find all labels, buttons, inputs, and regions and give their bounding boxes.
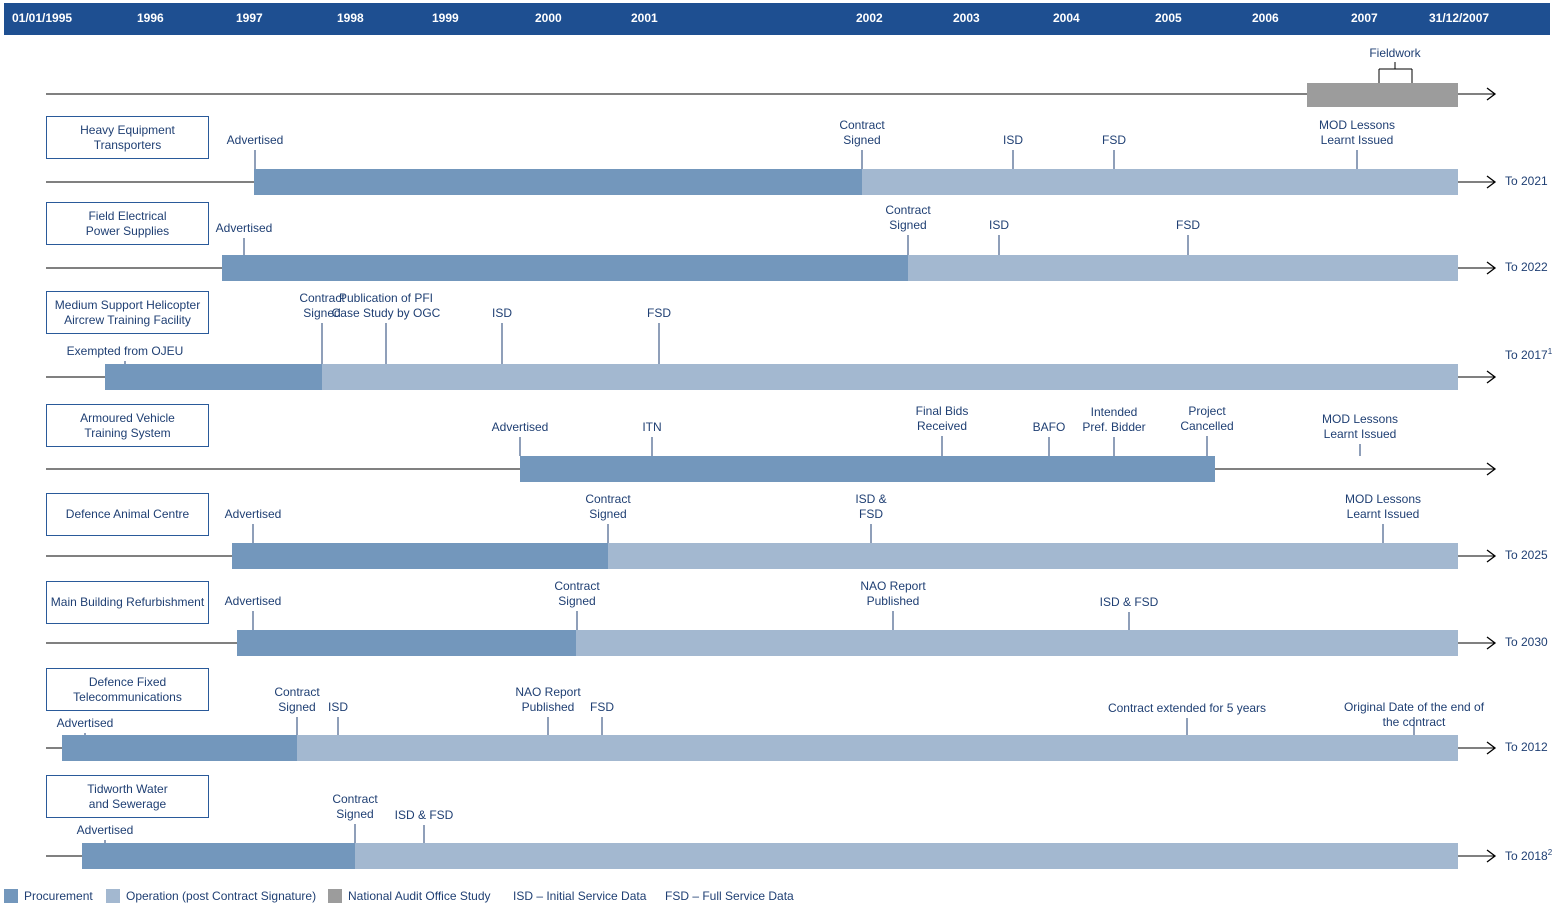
milestone-label: MOD Lessons Learnt Issued: [1321, 412, 1399, 441]
operation-bar: [576, 630, 1458, 656]
procurement-bar: [520, 456, 1215, 482]
legend-isd-label: ISD – Initial Service Data: [513, 889, 647, 903]
nao-study-bar: [1307, 83, 1458, 107]
year-label: 1998: [337, 11, 364, 25]
project-name-box: Heavy Equipment Transporters: [46, 116, 209, 159]
contract-end-label: [1505, 848, 1552, 863]
year-label: 31/12/2007: [1429, 11, 1490, 25]
year-label: 2002: [856, 11, 883, 25]
year-label: 2004: [1053, 11, 1080, 25]
contract-end-label: [1505, 260, 1548, 274]
milestone-label: Advertised: [76, 823, 134, 837]
milestone-label: Contract Signed: [885, 203, 931, 232]
year-label: 1997: [236, 11, 263, 25]
milestone-label: Contract Signed: [299, 291, 345, 320]
project-name-box: Defence Fixed Telecommunications: [46, 668, 209, 711]
operation-bar: [322, 364, 1458, 390]
project-name-box: Field Electrical Power Supplies: [46, 202, 209, 245]
legend-operation: [106, 889, 316, 903]
year-label: 01/01/1995: [12, 11, 73, 25]
contract-end-label: [1505, 174, 1548, 188]
project-name-box: Armoured Vehicle Training System: [46, 404, 209, 447]
year-label: 2006: [1252, 11, 1279, 25]
contract-end-label: [1505, 548, 1548, 562]
milestone-label: Contract Signed: [274, 685, 320, 714]
milestone-label: FSD: [1176, 218, 1200, 232]
year-label: 2003: [953, 11, 980, 25]
year-label: 1999: [432, 11, 459, 25]
milestone-label: NAO Report Published: [515, 685, 581, 714]
milestone-label: Publication of PFI Case Study by OGC: [331, 291, 441, 320]
project-name-box: Medium Support Helicopter Aircrew Training Facility: [46, 291, 209, 334]
milestone-label: Advertised: [224, 594, 282, 608]
milestone-label: ISD & FSD: [1099, 595, 1159, 609]
milestone-label: NAO Report Published: [860, 579, 926, 608]
milestone-label: FSD: [1102, 133, 1126, 147]
legend-procurement-label: Procurement: [24, 889, 93, 903]
milestone-label: Advertised: [56, 716, 114, 730]
year-label: 2005: [1155, 11, 1182, 25]
procurement-bar: [105, 364, 322, 390]
procurement-bar: [62, 735, 297, 761]
legend-nao-label: National Audit Office Study: [348, 889, 491, 903]
milestone-label: Contract Signed: [839, 118, 885, 147]
milestone-label: Advertised: [215, 221, 273, 235]
footnote-marker: 2: [1547, 848, 1553, 857]
milestone-label: FSD: [647, 306, 671, 320]
operation-bar: [355, 843, 1458, 869]
milestone-label: ISD: [327, 700, 349, 714]
milestone-label: BAFO: [1032, 420, 1066, 434]
year-label: 1996: [137, 11, 164, 25]
project-name-box: Tidworth Water and Sewerage: [46, 775, 209, 818]
milestone-label: Fieldwork: [1369, 46, 1421, 60]
legend-fsd: [665, 889, 794, 903]
procurement-bar: [237, 630, 576, 656]
milestone-label: ISD & FSD: [855, 492, 887, 521]
legend-procurement: [4, 889, 93, 903]
operation-bar: [608, 543, 1458, 569]
procurement-bar: [254, 169, 862, 195]
milestone-label: Advertised: [491, 420, 549, 434]
project-name-box: Defence Animal Centre: [46, 493, 209, 536]
milestone-label: Contract Signed: [554, 579, 600, 608]
milestone-label: Advertised: [226, 133, 284, 147]
milestone-label: Contract Signed: [585, 492, 631, 521]
legend-operation-label: Operation (post Contract Signature): [126, 889, 317, 903]
milestone-label: ISD: [491, 306, 513, 320]
contract-end-text: To 2022: [1505, 260, 1548, 274]
milestone-label: Project Cancelled: [1180, 404, 1234, 433]
contract-end-text: To 2017: [1505, 348, 1548, 362]
year-label: 2000: [535, 11, 562, 25]
milestone-label: ISD: [988, 218, 1010, 232]
milestone-label: ITN: [642, 420, 662, 434]
legend-nao: [328, 889, 491, 903]
milestone-label: Contract extended for 5 years: [1107, 701, 1267, 715]
footnote-marker: 1: [1547, 347, 1553, 356]
milestone-label: ISD & FSD: [394, 808, 454, 822]
contract-end-label: [1505, 347, 1552, 362]
milestone-label: FSD: [590, 700, 614, 714]
operation-bar: [297, 735, 1458, 761]
procurement-bar: [222, 255, 908, 281]
milestone-label: Original Date of the end of the contract: [1343, 700, 1485, 729]
procurement-bar: [82, 843, 355, 869]
contract-end-text: To 2012: [1505, 740, 1548, 754]
operation-swatch: [106, 889, 120, 903]
nao-swatch: [328, 889, 342, 903]
milestone-label: Contract Signed: [332, 792, 378, 821]
procurement-bar: [232, 543, 608, 569]
milestone-label: MOD Lessons Learnt Issued: [1318, 118, 1396, 147]
milestone-label: Final Bids Received: [915, 404, 969, 433]
milestone-label: MOD Lessons Learnt Issued: [1344, 492, 1422, 521]
legend-fsd-label: FSD – Full Service Data: [665, 889, 794, 903]
procurement-swatch: [4, 889, 18, 903]
year-label: 2007: [1351, 11, 1378, 25]
legend-isd: [513, 889, 646, 903]
milestone-label: Intended Pref. Bidder: [1082, 405, 1146, 434]
contract-end-text: To 2021: [1505, 174, 1548, 188]
contract-end-text: To 2018: [1505, 849, 1548, 863]
project-name-box: Main Building Refurbishment: [46, 581, 209, 624]
contract-end-label: [1505, 740, 1548, 754]
milestone-label: Exempted from OJEU: [66, 344, 184, 358]
year-label: 2001: [631, 11, 658, 25]
operation-bar: [908, 255, 1458, 281]
milestone-label: ISD: [1002, 133, 1024, 147]
contract-end-text: To 2030: [1505, 635, 1548, 649]
contract-end-label: [1505, 635, 1548, 649]
contract-end-text: To 2025: [1505, 548, 1548, 562]
operation-bar: [862, 169, 1458, 195]
milestone-label: Advertised: [224, 507, 282, 521]
